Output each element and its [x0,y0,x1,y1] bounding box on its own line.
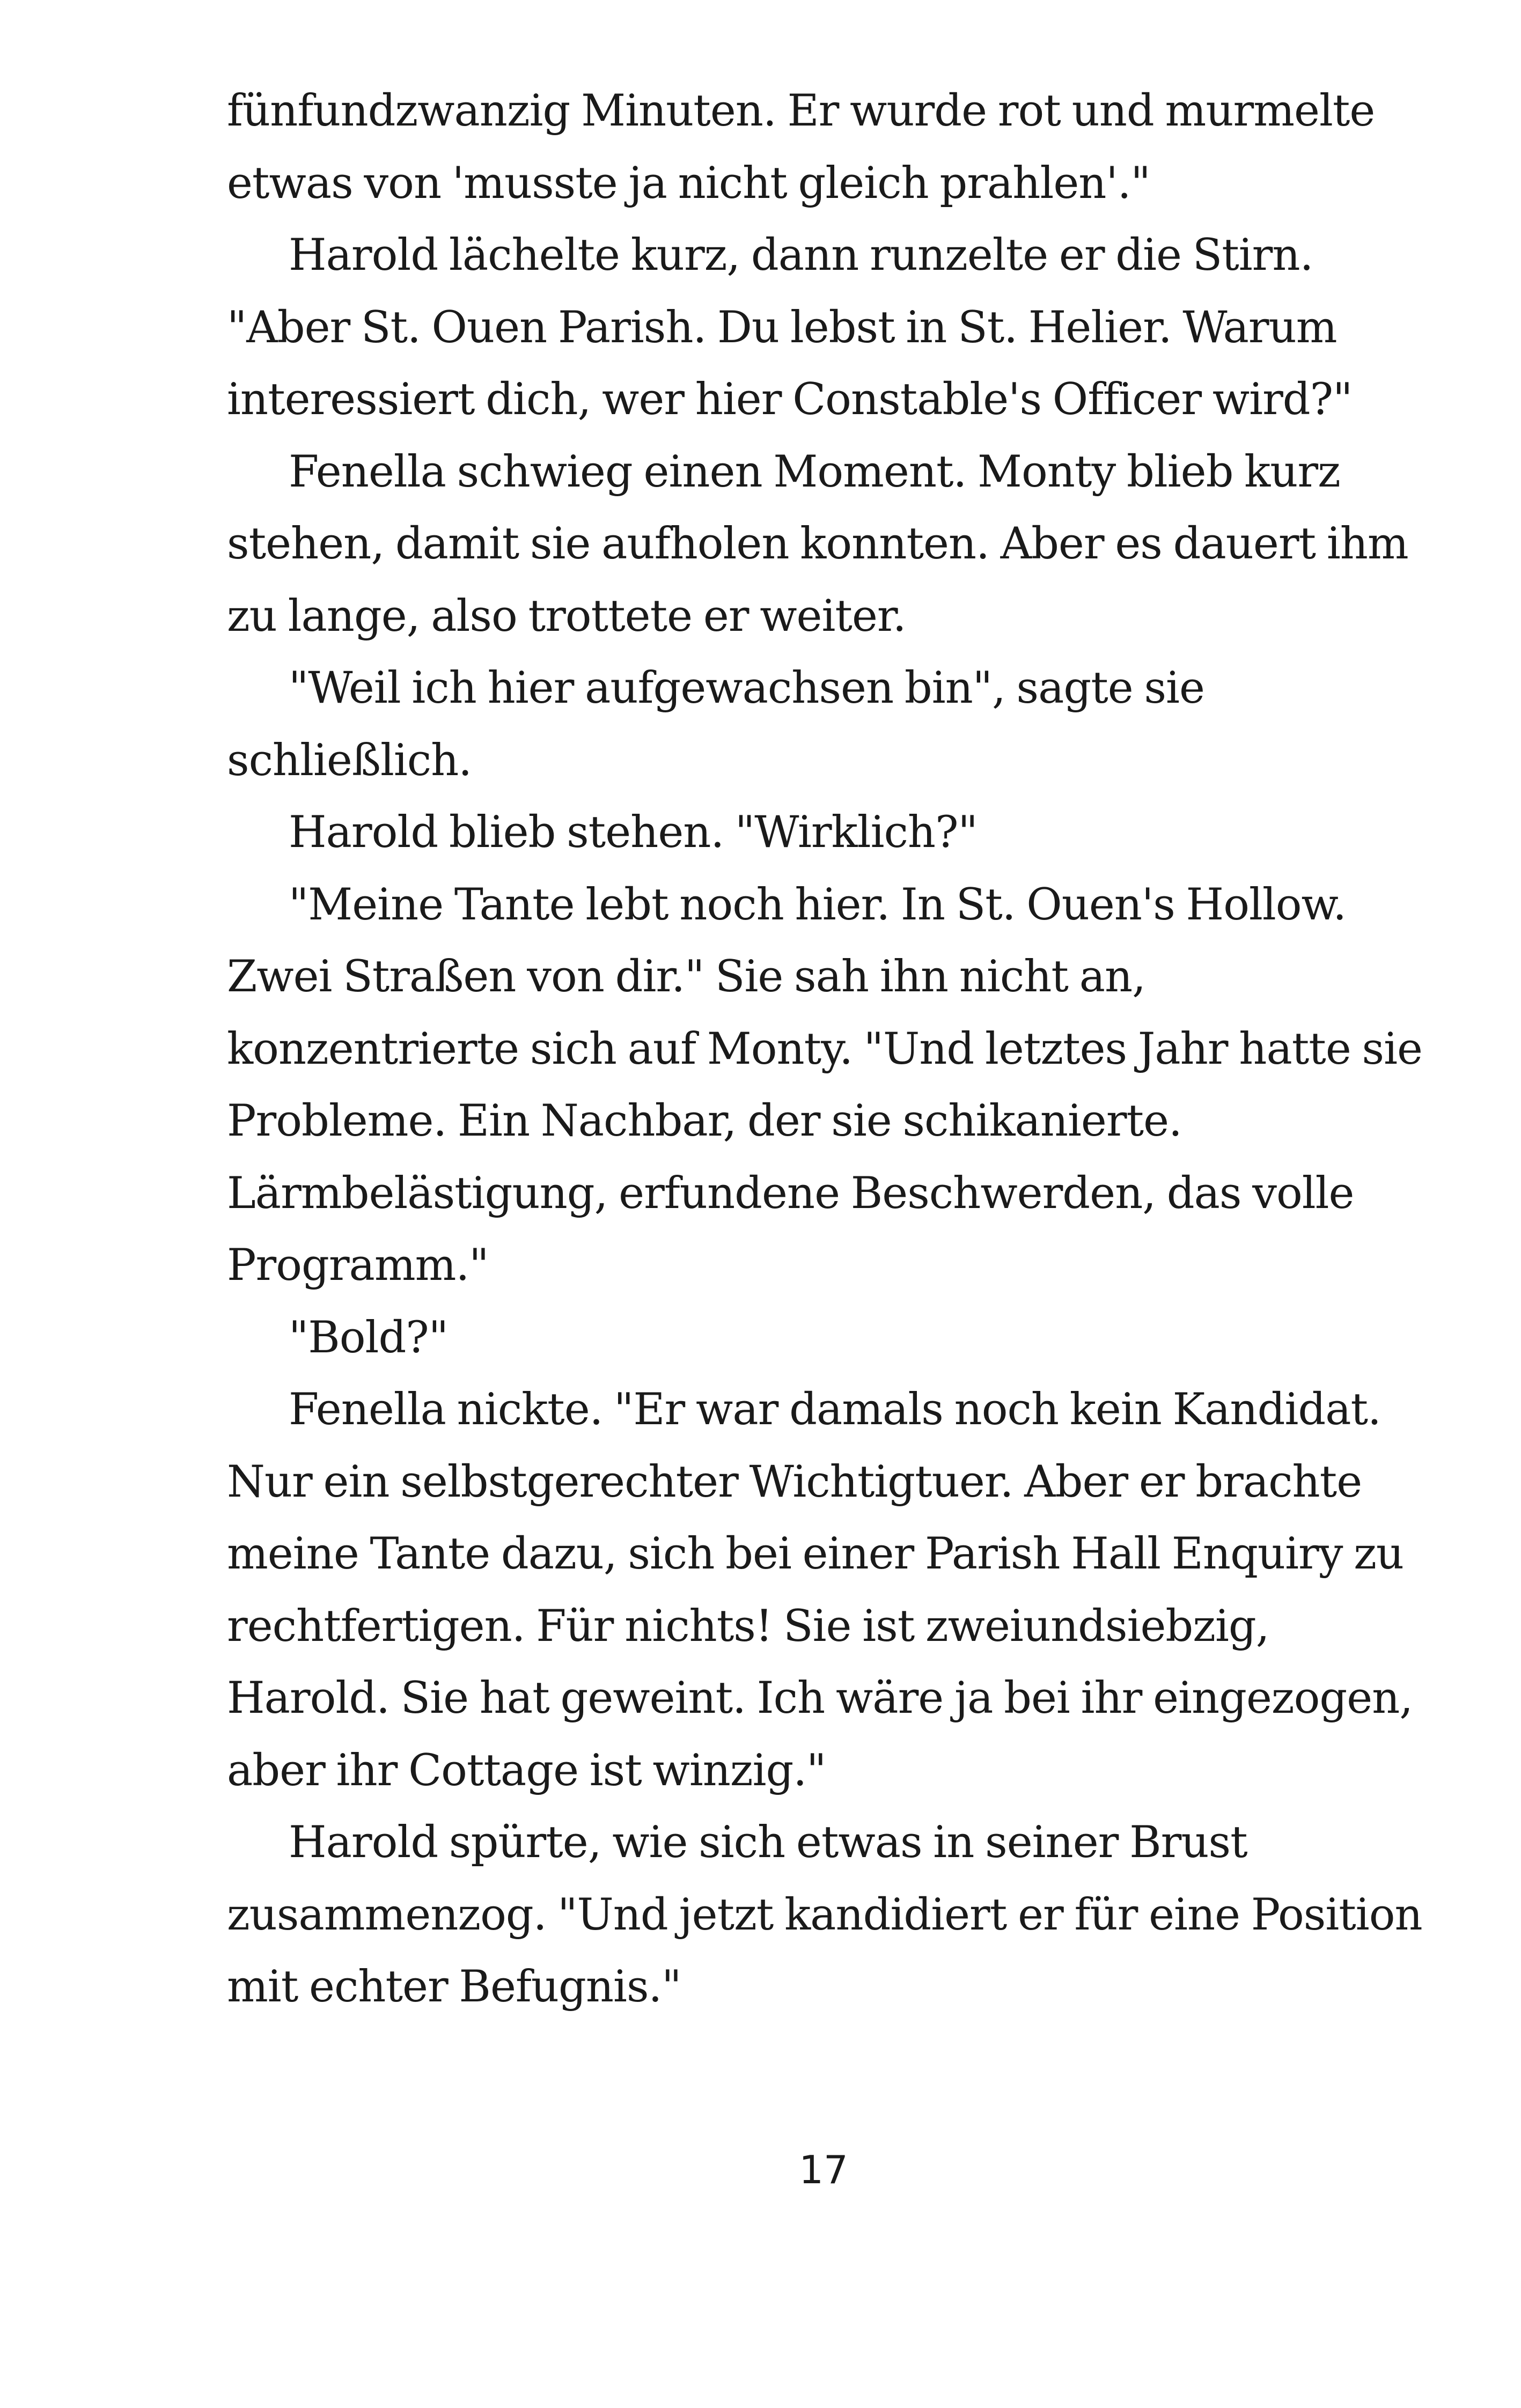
paragraph: fünfundzwanzig Minuten. Er wurde rot und murmelte etwas von 'musste ja nicht gleich prahlen'." [227,86,1375,209]
paragraph: "Weil ich hier aufgewachsen bin", sagte sie schließlich. [227,663,1204,786]
page-number: 17 [799,2147,848,2192]
paragraph: Fenella nickte. "Er war damals noch kein Kandidat. Nur ein selbstgerechter Wichtigtuer. Aber er brachte meine Tante dazu, sich bei einer Parish Hall Enquiry zu rechtfertigen. Für nichts! Sie ist zweiundsiebzig, Harold. Sie hat geweint. Ich wäre ja bei ihr eingezogen, aber ihr Cottage ist winzig." [227,1385,1413,1796]
paragraph: Harold blieb stehen. "Wirklich?" [289,807,978,858]
paragraph: Fenella schwieg einen Moment. Monty blieb kurz stehen, damit sie aufholen konnten. Aber es dauert ihm zu lange, also trottete er weiter. [227,446,1408,642]
paragraph: Harold spürte, wie sich etwas in seiner Brust zusammenzog. "Und jetzt kandidiert er für eine Position mit echter Befugnis." [227,1817,1422,2012]
paragraph: Harold lächelte kurz, dann runzelte er die Stirn. "Aber St. Ouen Parish. Du lebst in St. Helier. Warum interessiert dich, wer hier Constable's Officer wird?" [227,230,1353,425]
body-text [227,75,1429,2023]
paragraph: "Meine Tante lebt noch hier. In St. Ouen's Hollow. Zwei Straßen von dir." Sie sah ihn nicht an, konzentrierte sich auf Monty. "Und letztes Jahr hatte sie Probleme. Ein Nachbar, der sie schikanierte. Lärmbelästigung, erfundene Beschwerden, das volle Programm." [227,879,1422,1291]
paragraph: "Bold?" [289,1312,448,1363]
